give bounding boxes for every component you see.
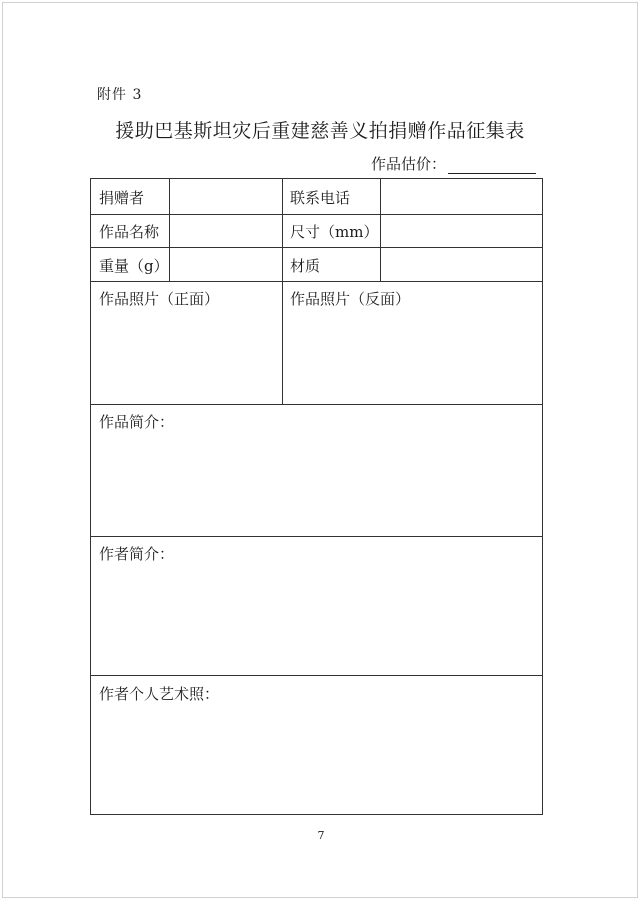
author-intro-label: 作者简介：	[99, 545, 175, 563]
row-divider	[91, 247, 542, 248]
column-divider	[169, 179, 170, 281]
material-label: 材质	[290, 257, 321, 275]
page-number: 7	[317, 829, 325, 842]
photo-back-label: 作品照片（反面）	[290, 290, 411, 308]
row-divider	[91, 536, 542, 537]
collection-form-table	[90, 178, 543, 815]
row-divider	[91, 675, 542, 676]
phone-label: 联系电话	[290, 189, 351, 207]
estimated-price-label: 作品估价：	[370, 155, 446, 173]
column-divider	[282, 179, 283, 404]
donor-label: 捐赠者	[99, 189, 145, 207]
author-photo-label: 作者个人艺术照：	[99, 685, 220, 703]
photo-front-label: 作品照片（正面）	[99, 290, 220, 308]
form-title: 援助巴基斯坦灾后重建慈善义拍捐赠作品征集表	[115, 120, 525, 142]
work-intro-label: 作品简介：	[99, 413, 175, 431]
row-divider	[91, 404, 542, 405]
row-divider	[91, 281, 542, 282]
row-divider	[91, 214, 542, 215]
estimated-price-blank[interactable]	[448, 159, 536, 174]
attachment-label: 附件 3	[97, 87, 143, 103]
estimated-price-row	[371, 153, 536, 174]
size-label: 尺寸（mm）	[290, 223, 379, 241]
work-name-label: 作品名称	[99, 223, 160, 241]
weight-label: 重量（g）	[99, 257, 169, 275]
column-divider	[380, 179, 381, 281]
